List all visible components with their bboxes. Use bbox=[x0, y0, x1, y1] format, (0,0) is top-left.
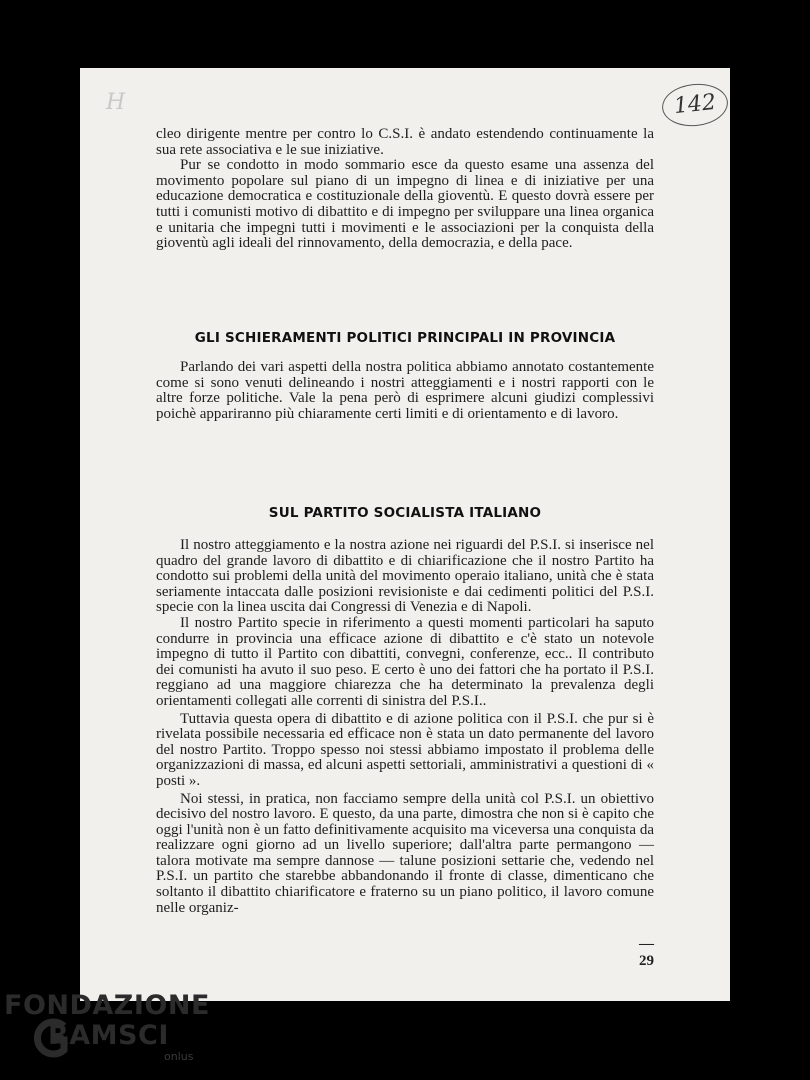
document-page bbox=[80, 68, 730, 1001]
section1-text bbox=[156, 360, 654, 422]
logo-suffix: onlus bbox=[164, 1050, 194, 1063]
paragraph: Tuttavia questa opera di dibattito e di azione politica con il P.S.I. che pur si è rivelata possibile necessaria ed efficace non è stata un dato permanente del lavoro del nostro Partito. Troppo spesso noi stessi abbiamo impostato il problema delle organizzazioni di massa, ed alcuni aspetti settoriali, amministrativi a questioni di « posti ». bbox=[156, 710, 654, 789]
paragraph: Il nostro Partito specie in riferimento a questi momenti particolari ha saputo condurre in provincia una efficace azione di dibattito e c'è stato un notevole impegno di tutto il Partito con dibattiti, convegni, conferenze, ecc.. Il contributo dei comunisti ha avuto il suo peso. E certo è uno dei fattori che ha portato il P.S.I. reggiano ad una maggiore chiarezza che ha determinato la prevalenza degli orientamenti collegati alle correnti di sinistra del P.S.I.. bbox=[156, 614, 654, 709]
pencil-mark: H bbox=[106, 90, 126, 115]
paragraph: Noi stessi, in pratica, non facciamo sempre della unità col P.S.I. un obiettivo decisivo del nostro lavoro. E questo, da una parte, dimostra che non si è capito che oggi l'unità non è un fatto definitivamente acquisito ma viceversa una conquista da realizzare ogni giorno ad un livello superiore; dall'altra parte permangono — talora motivate ma sempre dannose — talune posizioni settarie che, vedendo nel P.S.I. un partito che starebbe abbandonando il fronte di classe, dimenticano che soltanto il dibattito chiarificatore e fraterno su un piano politico, il lavoro comune nelle organiz- bbox=[156, 790, 654, 916]
logo-line2: RAMSCI bbox=[48, 1020, 169, 1051]
paragraph: Il nostro atteggiamento e la nostra azione nei riguardi del P.S.I. si inserisce nel quadro del grande lavoro di dibattito e di chiarificazione che il nostro Partito ha condotto sui problemi della unità del movimento operaio italiano, unità che è stata seriamente intaccata dalle posizioni revisioniste e dai cedimenti politici del P.S.I. specie con la linea uscita dai Congressi di Venezia e di Napoli. bbox=[156, 537, 654, 616]
page-number: — 29 bbox=[639, 936, 654, 969]
section-heading: GLI SCHIERAMENTI POLITICI PRINCIPALI IN PROVINCIA bbox=[194, 330, 616, 346]
logo-line1: FONDAZIONE bbox=[4, 990, 210, 1021]
paragraph: cleo dirigente mentre per contro lo C.S.I. è andato estendendo continuamente la sua rete associativa e le sue iniziative. bbox=[156, 126, 654, 158]
paragraph: Pur se condotto in modo sommario esce da questo esame una assenza del movimento popolare sul piano di un impegno di linea e di iniziative per una educazione democratica e costituzionale della gioventù. E questo dovrà essere per tutti i comunisti motivo di dibattito e di impegno per sviluppare una linea organica e unitaria che impegni tutti i movimenti e le associazioni per la conquista della gioventù agli ideali del rinnovamento, della democrazia, e della pace. bbox=[156, 157, 654, 252]
section-heading: SUL PARTITO SOCIALISTA ITALIANO bbox=[268, 505, 542, 521]
archive-number-stamp: 142 bbox=[660, 81, 730, 130]
fondazione-gramsci-logo bbox=[4, 990, 210, 1076]
section2-text bbox=[156, 538, 654, 916]
paragraph: Parlando dei vari aspetti della nostra politica abbiamo annotato costantemente come si sono venuti delineando i nostri atteggiamenti e i nostri rapporti con le altre forze politiche. Vale la pena però di esprimere alcuni giudizi complessivi poichè appariranno più chiaramente certi limiti e di orientamento e di lavoro. bbox=[156, 359, 654, 422]
intro-text bbox=[156, 127, 654, 252]
